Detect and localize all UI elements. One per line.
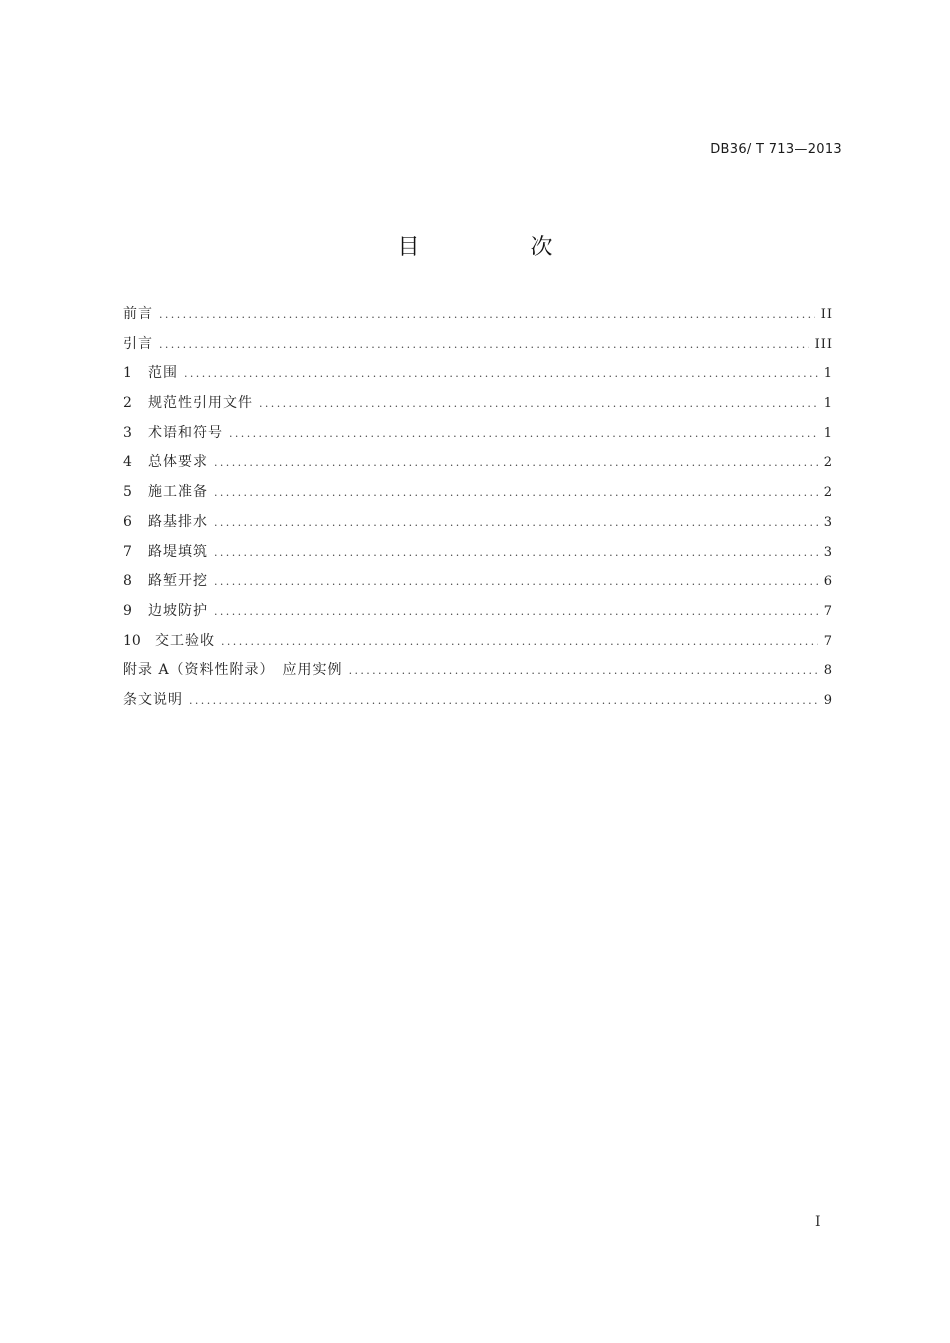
toc-entry-explanation[interactable] [123, 689, 833, 719]
toc-entry-label: 边坡防护 [148, 602, 208, 619]
toc-entry-page: II [820, 307, 833, 322]
toc-leader-dots [214, 546, 818, 559]
page-number: I [815, 1214, 821, 1230]
toc-entry-page: III [814, 336, 833, 352]
toc-leader-dots [159, 308, 815, 321]
toc-entry-number: 10 [123, 632, 141, 649]
toc-entry-foreword[interactable] [123, 303, 833, 333]
toc-entry-page: 1 [823, 366, 833, 382]
toc-entry-label: 交工验收 [155, 632, 215, 649]
toc-leader-dots [214, 456, 818, 469]
toc-entry-label: 前言 [123, 306, 153, 322]
toc-leader-dots [189, 694, 818, 707]
toc-entry-label: 总体要求 [148, 454, 208, 471]
toc-entry-number: 9 [123, 602, 132, 619]
toc-leader-dots [229, 427, 818, 440]
toc-entry-label: 引言 [123, 335, 153, 352]
standard-code: DB36/ T 713—2013 [710, 142, 842, 157]
toc-entry-label: 路堤填筑 [148, 543, 208, 560]
toc-entry-label: 范围 [148, 365, 178, 382]
toc-entry-1[interactable] [123, 362, 833, 392]
toc-entry-10[interactable] [123, 630, 833, 660]
toc-entry-page: 8 [823, 663, 833, 679]
toc-entry-page: 3 [823, 544, 833, 560]
toc-entry-5[interactable] [123, 481, 833, 511]
toc-leader-dots [214, 605, 818, 618]
toc-entry-introduction[interactable] [123, 333, 833, 363]
toc-entry-page: 6 [823, 574, 833, 590]
toc-entry-9[interactable] [123, 600, 833, 630]
toc-entry-2[interactable] [123, 392, 833, 422]
toc-entry-label: 附录 A（资料性附录） 应用实例 [123, 662, 343, 679]
toc-entry-4[interactable] [123, 451, 833, 481]
toc-entry-page: 7 [823, 633, 833, 649]
toc-leader-dots [214, 575, 818, 588]
toc-entry-label: 规范性引用文件 [148, 395, 253, 412]
toc-entry-label: 施工准备 [148, 484, 208, 501]
toc-entry-6[interactable] [123, 511, 833, 541]
toc-entry-7[interactable] [123, 541, 833, 571]
toc-entry-number: 7 [123, 543, 132, 560]
toc-entry-page: 2 [823, 455, 833, 471]
toc-entry-number: 6 [123, 513, 132, 530]
toc-entry-number: 4 [123, 454, 132, 471]
toc-entry-number: 2 [123, 395, 132, 412]
toc-entry-page: 3 [823, 514, 833, 530]
toc-entry-8[interactable] [123, 570, 833, 600]
toc-entry-label: 路基排水 [148, 513, 208, 530]
toc-leader-dots [221, 635, 818, 648]
toc-entry-number: 1 [123, 365, 132, 382]
toc-entry-label: 路堑开挖 [148, 573, 208, 590]
toc-entry-label: 条文说明 [123, 691, 183, 708]
toc-leader-dots [349, 664, 818, 677]
page-title: 目 次 [397, 235, 605, 260]
toc-leader-dots [184, 367, 818, 380]
toc-entry-page: 1 [823, 425, 833, 441]
toc-entry-3[interactable] [123, 422, 833, 452]
toc-entry-page: 9 [823, 692, 833, 708]
toc-entry-number: 5 [123, 484, 132, 501]
toc-entry-number: 8 [123, 573, 132, 590]
toc-entry-label: 术语和符号 [148, 424, 223, 441]
toc-entry-appendix-a[interactable] [123, 659, 833, 689]
toc-leader-dots [159, 338, 809, 351]
toc-entry-number: 3 [123, 424, 132, 441]
table-of-contents [123, 303, 833, 719]
toc-leader-dots [214, 516, 818, 529]
toc-leader-dots [259, 397, 818, 410]
toc-leader-dots [214, 486, 818, 499]
toc-entry-page: 7 [823, 603, 833, 619]
toc-entry-page: 1 [823, 396, 833, 412]
toc-entry-page: 2 [823, 485, 833, 501]
